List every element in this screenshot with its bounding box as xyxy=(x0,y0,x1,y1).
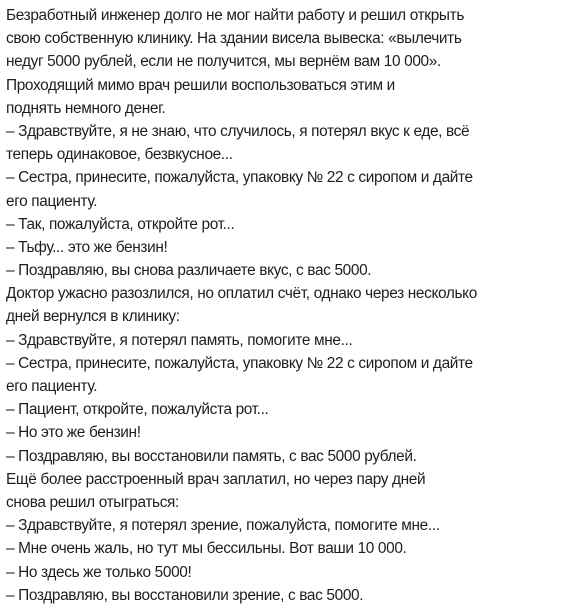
text-line: Безработный инженер долго не мог найти работу и решил открыть xyxy=(6,7,464,24)
text-line: дней вернулся в клинику: xyxy=(6,308,180,326)
text-line: – Но это же бензин! xyxy=(6,424,141,442)
text-line: его пациенту. xyxy=(6,192,98,210)
joke-text xyxy=(6,4,558,607)
text-line: – Тьфу... это же бензин! xyxy=(6,238,168,256)
text-line: – Здравствуйте, я потерял зрение, пожалуйста, помогите мне... xyxy=(6,517,440,535)
text-line: – Сестра, принесите, пожалуйста, упаковку № 22 с сиропом и дайте xyxy=(6,169,473,187)
text-line: – Поздравляю, вы восстановили память, с вас 5000 рублей. xyxy=(6,447,417,465)
text-line: свою собственную клинику. На здании висела вывеска: «вылечить xyxy=(6,30,462,48)
text-line: недуг 5000 рублей, если не получится, мы вернём вам 10 000». xyxy=(6,53,441,71)
text-line: – Здравствуйте, я не знаю, что случилось, я потерял вкус к еде, всё xyxy=(6,122,470,140)
text-line: – Сестра, принесите, пожалуйста, упаковку № 22 с сиропом и дайте xyxy=(6,354,473,372)
text-line: теперь одинаковое, безвкусное... xyxy=(6,146,233,164)
text-line: – Мне очень жаль, но тут мы бессильны. Вот ваши 10 000. xyxy=(6,540,407,558)
text-line: снова решил отыграться: xyxy=(6,493,179,511)
text-line: Проходящий мимо врач решили воспользоваться этим и xyxy=(6,76,395,94)
text-line: – Поздравляю, вы восстановили зрение, с вас 5000. xyxy=(6,586,364,604)
text-line: поднять немного денег. xyxy=(6,99,166,117)
text-line: – Пациент, откройте, пожалуйста рот... xyxy=(6,401,269,419)
text-line: его пациенту. xyxy=(6,378,98,395)
text-line: – Так, пожалуйста, откройте рот... xyxy=(6,215,235,233)
text-line: – Поздравляю, вы снова различаете вкус, с вас 5000. xyxy=(6,262,372,280)
text-line: – Здравствуйте, я потерял память, помогите мне... xyxy=(6,331,353,349)
text-line: – Но здесь же только 5000! xyxy=(6,563,192,581)
text-line: Ещё более расстроенный врач заплатил, но через пару дней xyxy=(6,470,426,488)
text-line: Доктор ужасно разозлился, но оплатил счёт, однако через несколько xyxy=(6,285,477,303)
